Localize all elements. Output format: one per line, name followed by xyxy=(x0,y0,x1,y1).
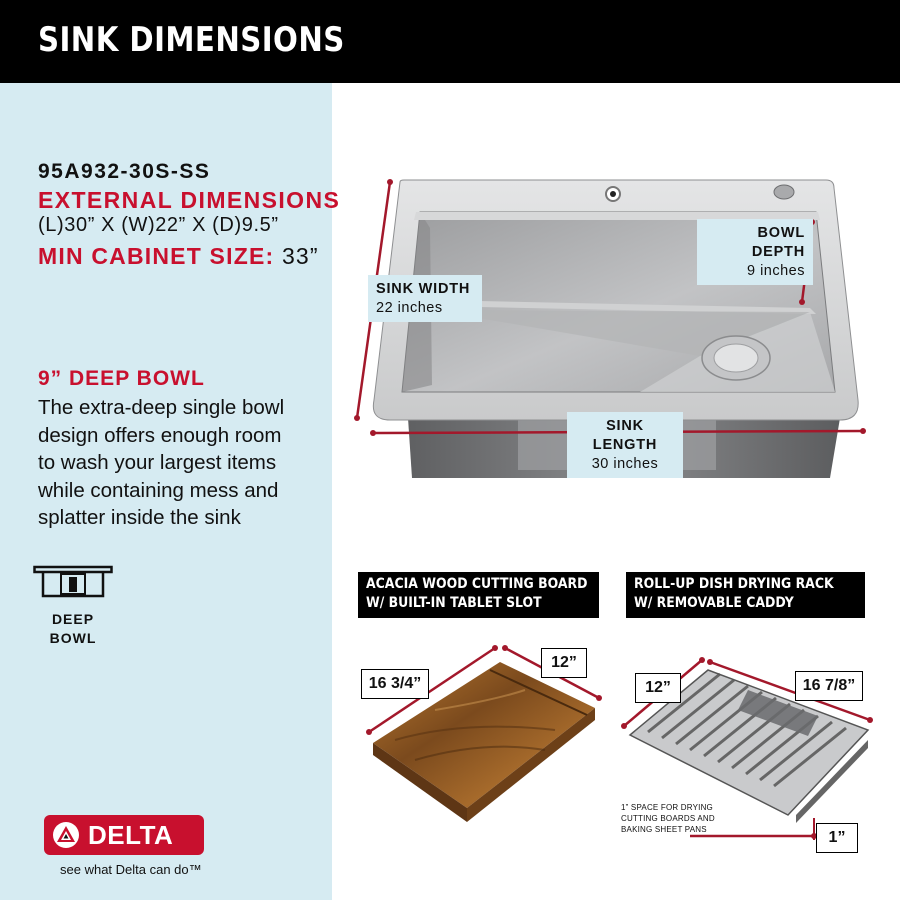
feature-description-line: while containing mess and xyxy=(38,478,279,502)
bowl-depth-title: BOWL DEPTH xyxy=(751,225,805,260)
cutting-board-length-label: 16 3/4” xyxy=(361,669,429,699)
min-cabinet-value: 33” xyxy=(281,243,319,269)
drying-rack-length-label: 16 7/8” xyxy=(795,671,863,701)
feature-description-line: The extra-deep single bowl xyxy=(38,396,285,419)
brand-tagline: see what Delta can do™ xyxy=(60,862,202,877)
feature-title: 9” DEEP BOWL xyxy=(38,367,205,390)
header-bar xyxy=(0,0,900,83)
delta-logo-text: DELTA xyxy=(88,820,174,850)
bowl-depth-value: 9 inches xyxy=(746,263,805,279)
bowl-depth-callout xyxy=(697,219,813,285)
sink-length-value: 30 inches xyxy=(591,456,659,472)
min-cabinet-size xyxy=(38,243,319,270)
drying-rack-gap-label: 1” xyxy=(816,823,858,853)
deep-bowl-label-line: BOWL xyxy=(49,630,97,646)
drying-rack-width-label: 12” xyxy=(635,673,681,703)
drying-rack-note xyxy=(621,802,741,835)
cutting-board-width-label: 12” xyxy=(541,648,587,678)
sink-width-title: SINK WIDTH xyxy=(376,281,471,297)
sink-width-value: 22 inches xyxy=(376,300,443,316)
deep-bowl-label-line: DEEP xyxy=(51,611,95,627)
drying-rack-label xyxy=(626,572,865,618)
feature-description-line: splatter inside the sink xyxy=(38,506,241,529)
model-number: 95A932-30S-SS xyxy=(38,160,211,183)
cutting-board-label-line: ACACIA WOOD CUTTING BOARD xyxy=(366,576,588,592)
drying-rack-label-line: ROLL-UP DISH DRYING RACK xyxy=(634,576,834,592)
cutting-board-label-line: W/ BUILT-IN TABLET SLOT xyxy=(366,595,542,611)
min-cabinet-label: MIN CABINET SIZE: xyxy=(38,243,275,269)
delta-triangle-icon xyxy=(52,821,80,849)
sink-width-callout xyxy=(368,275,482,322)
drying-rack-note-line: CUTTING BOARDS AND xyxy=(621,814,715,823)
external-dimensions-title: EXTERNAL DIMENSIONS xyxy=(38,187,341,213)
external-dimensions-value: (L)30” X (W)22” X (D)9.5” xyxy=(38,214,279,236)
deep-bowl-label xyxy=(38,610,108,648)
sink-length-title: SINK LENGTH xyxy=(592,418,658,453)
feature-description xyxy=(38,394,328,532)
feature-description-line: to wash your largest items xyxy=(38,451,277,474)
feature-description-line: design offers enough room xyxy=(38,423,282,447)
delta-logo xyxy=(44,815,204,855)
drying-rack-note-line: 1” SPACE FOR DRYING xyxy=(621,803,713,812)
sink-length-callout xyxy=(567,412,683,478)
drying-rack-note-line: BAKING SHEET PANS xyxy=(621,825,707,834)
cutting-board-label xyxy=(358,572,599,618)
page-title: SINK DIMENSIONS xyxy=(38,20,345,60)
drying-rack-label-line: W/ REMOVABLE CADDY xyxy=(634,595,794,611)
deep-bowl-icon xyxy=(33,565,113,599)
